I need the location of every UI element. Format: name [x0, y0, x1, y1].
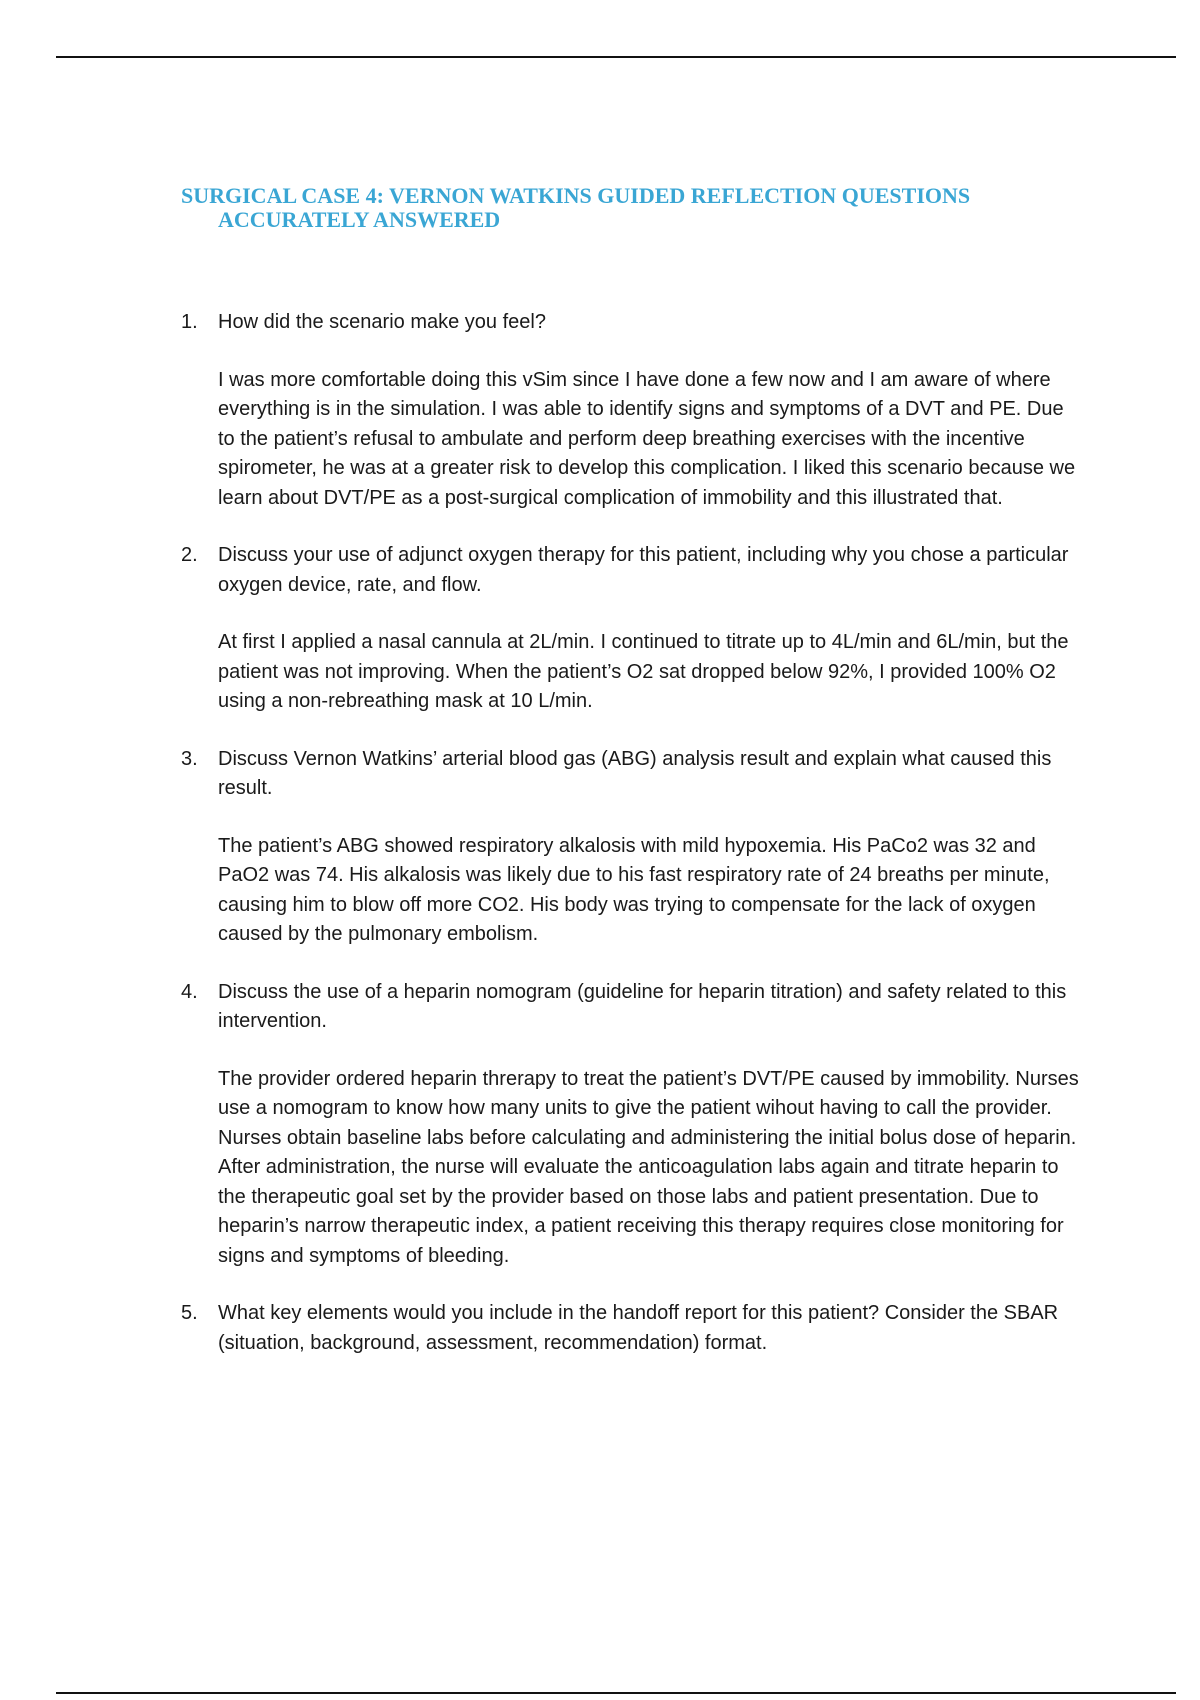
question-text: Discuss the use of a heparin nomogram (guideline for heparin titration) and safety related to this intervention.	[218, 980, 1067, 1032]
question-text: Discuss your use of adjunct oxygen therapy for this patient, including why you chose a particular oxygen device, rate, and flow.	[218, 544, 1069, 596]
answer-text: At first I applied a nasal cannula at 2L/min. I continued to titrate up to 4L/min and 6L/min, but the patient was not improving. When the patient’s O2 sat dropped below 92%, I provided 100% O2 using a non-rebreathing mask at 10 L/min.	[218, 631, 1069, 712]
document-title-line-1: SURGICAL CASE 4: VERNON WATKINS GUIDED REFLECTION QUESTIONS	[181, 183, 971, 208]
question-item-4	[181, 978, 1081, 1272]
question-text: Discuss Vernon Watkins’ arterial blood gas (ABG) analysis result and explain what caused this result.	[218, 747, 1052, 799]
answer-text: The patient’s ABG showed respiratory alkalosis with mild hypoxemia. His PaCo2 was 32 and PaO2 was 74. His alkalosis was likely due to his fast respiratory rate of 24 breaths per minute, causing him to blow off more CO2. His body was trying to compensate for the lack of oxygen caused by the pulmonary embolism.	[218, 834, 1050, 945]
header-rule	[56, 56, 1176, 58]
document-title-line-2: ACCURATELY ANSWERED	[218, 207, 501, 232]
answer-text: The provider ordered heparin threrapy to treat the patient’s DVT/PE caused by immobility. Nurses use a nomogram to know how many units to give the patient wihout having to call the provider. Nurses obtain baseline labs before calculating and administering the initial bolus dose of heparin. After administration, the nurse will evaluate the anticoagulation labs again and titrate heparin to the therapeutic goal set by the provider based on those labs and patient presentation. Due to heparin’s narrow therapeutic index, a patient receiving this therapy requires close monitoring for signs and symptoms of bleeding.	[218, 1067, 1079, 1267]
footer-rule	[56, 1692, 1176, 1694]
question-item-3	[181, 745, 1081, 950]
question-number: 2.	[181, 544, 198, 566]
question-item-1	[181, 308, 1081, 513]
question-item-5	[181, 1299, 1081, 1358]
question-number: 4.	[181, 980, 198, 1003]
question-number: 3.	[181, 747, 198, 770]
question-number: 1.	[181, 311, 198, 333]
question-item-2	[181, 541, 1081, 717]
question-number: 5.	[181, 1302, 198, 1324]
question-text: How did the scenario make you feel?	[218, 311, 546, 333]
document-title	[181, 184, 1081, 232]
answer-text: I was more comfortable doing this vSim since I have done a few now and I am aware of where everything is in the simulation. I was able to identify signs and symptoms of a DVT and PE. Due to the patient’s refusal to ambulate and perform deep breathing exercises with the incentive spirometer, he was at a greater risk to develop this complication. I liked this scenario because we learn about DVT/PE as a post-surgical complication of immobility and this illustrated that.	[218, 368, 1076, 509]
question-text: What key elements would you include in the handoff report for this patient? Consider the SBAR (situation, background, assessment, recommendation) format.	[218, 1302, 1059, 1354]
question-list	[181, 308, 1081, 1386]
